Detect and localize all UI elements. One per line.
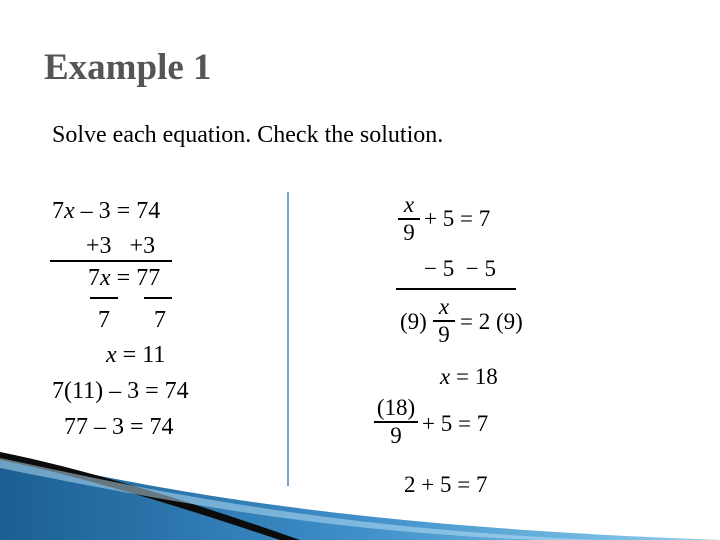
right-underline	[396, 288, 516, 290]
left-line-4-divisor-right: 7	[154, 307, 166, 333]
right-eq5-fraction: (18) 9	[374, 396, 418, 448]
decorative-swoosh	[0, 440, 720, 540]
right-eq4: x = 18	[440, 364, 498, 389]
right-eq3-fraction: x 9	[433, 295, 455, 347]
left-fraction-bar-1	[90, 297, 118, 299]
swoosh-fill	[0, 455, 720, 540]
left-fraction-bar-2	[144, 297, 172, 299]
right-eq1-rest: + 5 = 7	[424, 206, 491, 231]
slide-subtitle: Solve each equation. Check the solution.	[52, 122, 444, 148]
left-line-1: 7x – 3 = 74	[52, 198, 161, 224]
right-eq3-left: (9)	[400, 309, 427, 334]
left-line-7: 77 – 3 = 74	[64, 414, 174, 440]
left-line-6: 7(11) – 3 = 74	[52, 378, 189, 404]
left-underline	[50, 260, 172, 262]
left-line-2: +3 +3	[86, 233, 156, 259]
left-line-4-divisor-left: 7	[98, 307, 110, 333]
slide-title: Example 1	[44, 47, 212, 88]
right-eq2: − 5 − 5	[424, 256, 496, 281]
left-line-3: 7x = 77	[88, 265, 161, 291]
right-eq6: 2 + 5 = 7	[404, 472, 488, 497]
right-eq3-rest: = 2 (9)	[460, 309, 523, 334]
right-eq1-fraction: x 9	[398, 193, 420, 245]
right-eq5-rest: + 5 = 7	[422, 411, 489, 436]
left-line-5: x = 11	[106, 342, 166, 368]
